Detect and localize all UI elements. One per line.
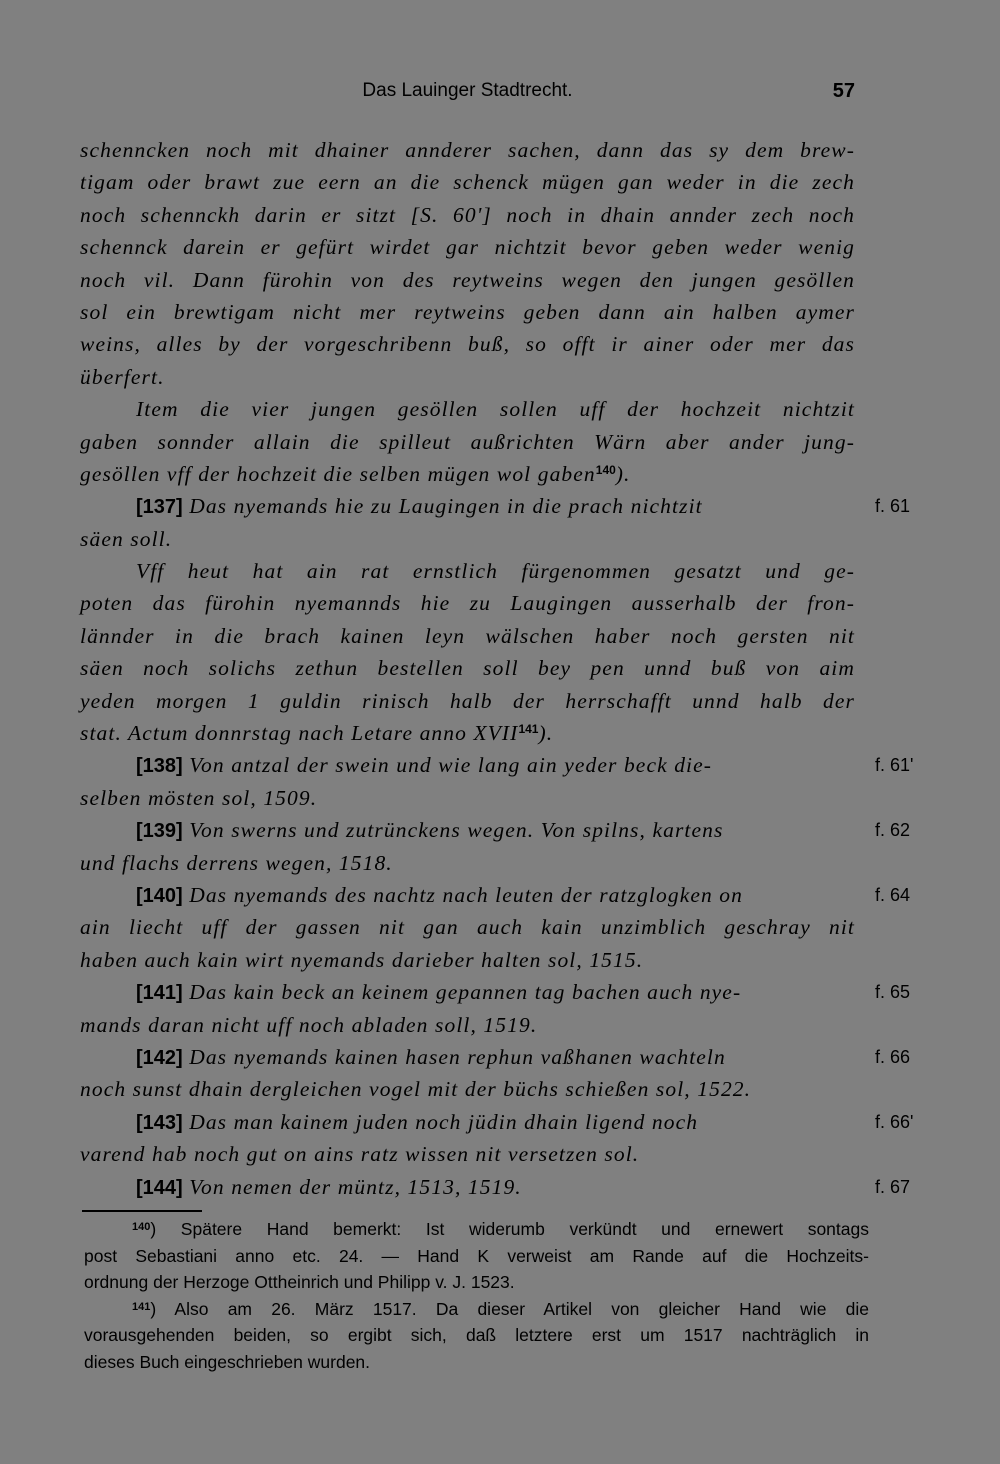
footnote-140 — [84, 1216, 869, 1243]
footnote-line: ordnung der Herzoge Ottheinrich und Philipp v. J. 1523. — [84, 1272, 515, 1292]
text-line: Item die vier jungen gesöllen sollen uff der hochzeit nichtzit — [136, 397, 855, 422]
line-text: ). — [538, 721, 554, 746]
folio-ref: f. 61 — [875, 496, 911, 517]
article-141-heading — [80, 976, 911, 1008]
text-line: poten das fürohin nyemannds hie zu Laugingen ausserhalb der fron- — [80, 591, 855, 616]
article-number: [139] — [136, 820, 183, 843]
article-144-heading — [80, 1171, 911, 1203]
text-line: selben mösten sol, 1509. — [80, 785, 318, 810]
text-line — [80, 717, 855, 749]
running-title: Das Lauinger Stadtrecht. — [362, 80, 573, 101]
article-137-heading — [80, 490, 911, 522]
article-143-heading — [80, 1106, 914, 1138]
article-number: [143] — [136, 1111, 183, 1134]
article-number: [141] — [136, 982, 183, 1005]
article-title: Von swerns und zutrünckens wegen. Von spilns, kartens — [189, 818, 724, 843]
article-number: [137] — [136, 496, 183, 519]
article-title: Von nemen der müntz, 1513, 1519. — [189, 1174, 522, 1199]
text-line — [80, 458, 855, 490]
folio-ref: f. 67 — [875, 1176, 911, 1197]
folio-ref: f. 64 — [875, 884, 911, 905]
footnote-line: post Sebastiani anno etc. 24. — Hand K verweist am Rande auf die Hochzeits- — [84, 1245, 869, 1266]
text-line: sol ein brewtigam nicht mer reytweins geben dann ain halben aymer — [80, 299, 855, 324]
text-line: schennck darein er gefürt wirdet gar nichtzit bevor geben weder wenig — [80, 235, 855, 260]
text-line: haben auch kain wirt nyemands darieber halten sol, 1515. — [80, 947, 644, 972]
article-138-heading — [80, 749, 914, 781]
article-title: Von antzal der swein und wie lang ain yeder beck die- — [189, 753, 713, 778]
article-number: [138] — [136, 755, 183, 778]
footnote-number: 141 — [132, 1300, 151, 1313]
page-number: 57 — [832, 80, 855, 102]
line-text: ). — [615, 461, 631, 486]
folio-ref: f. 65 — [875, 982, 911, 1003]
article-title: Das nyemands hie zu Laugingen in die prach nichtzit — [189, 494, 703, 519]
text-line: noch vil. Dann fürohin von des reytweins wegen den jungen gesöllen — [80, 267, 855, 292]
article-title: Das nyemands des nachtz nach leuten der ratzglogken on — [189, 882, 744, 907]
footnotes — [84, 1216, 869, 1375]
article-title: Das man kainem juden noch jüdin dhain ligend noch — [189, 1109, 699, 1134]
footnote-rule — [82, 1210, 202, 1212]
folio-ref: f. 61' — [875, 755, 914, 776]
text-line: lännder in die brach kainen leyn wälschen haber noch gersten nit — [80, 623, 855, 648]
footnote-ref-141: 141 — [518, 722, 539, 737]
text-line: gaben sonnder allain die spilleut außrichten Wärn aber ander jung- — [80, 429, 855, 454]
footnote-text: ) Also am 26. März 1517. Da dieser Artikel von gleicher Hand wie die — [150, 1298, 869, 1319]
text-line: schenncken noch mit dhainer annderer sachen, dann das sy dem brew- — [80, 138, 855, 162]
text-line: mands daran nicht uff noch abladen soll, 1519. — [80, 1012, 538, 1037]
footnote-number: 140 — [132, 1221, 151, 1233]
article-142-heading — [80, 1041, 911, 1073]
line-text: stat. Actum donnrstag nach Letare anno XVII — [80, 721, 519, 746]
footnote-line: dieses Buch eingeschrieben wurden. — [84, 1351, 371, 1372]
folio-ref: f. 66 — [875, 1046, 911, 1067]
text-line: überfert. — [80, 364, 165, 389]
text-line: und flachs derrens wegen, 1518. — [80, 850, 393, 875]
folio-ref: f. 62 — [875, 820, 911, 841]
article-title: Das kain beck an keinem gepannen tag bachen auch nye- — [189, 980, 742, 1005]
text-line: säen noch solichs zethun bestellen soll bey pen unnd buß von aim — [80, 656, 855, 681]
text-line: yeden morgen 1 guldin rinisch halb der herrschafft unnd halb der — [80, 688, 855, 713]
footnote-ref-140: 140 — [595, 462, 616, 477]
text-line: ain liecht uff der gassen nit gan auch kain unzimblich geschray nit — [80, 915, 855, 940]
main-text — [80, 134, 914, 1203]
text-line: varend hab noch gut on ains ratz wissen nit versetzen sol. — [80, 1142, 640, 1167]
article-number: [144] — [136, 1176, 183, 1199]
text-line: weins, alles by der vorgeschribenn buß, so offt ir ainer oder mer das — [80, 332, 855, 357]
text-line: noch sunst dhain dergleichen vogel mit der büchs schießen sol, 1522. — [80, 1077, 752, 1102]
line-text: gesöllen vff der hochzeit die selben mügen wol gaben — [80, 461, 596, 486]
article-139-heading — [80, 814, 911, 846]
article-number: [142] — [136, 1046, 183, 1069]
footnote-141 — [84, 1296, 869, 1323]
article-title: Das nyemands kainen hasen rephun vaßhanen wachteln — [189, 1044, 726, 1069]
footnote-text: ) Spätere Hand bemerkt: Ist widerumb verkündt und ernewert sontags — [150, 1219, 869, 1239]
text-line: tigam oder brawt zue eern an die schenck mügen gan weder in die zech — [80, 170, 855, 195]
text-line: Vff heut hat ain rat ernstlich fürgenommen gesatzt und ge- — [136, 559, 855, 584]
footnote-line: vorausgehenden beiden, so ergibt sich, daß letztere erst um 1517 nachträglich in — [84, 1325, 869, 1345]
article-number: [140] — [136, 884, 183, 907]
article-140-heading — [80, 879, 911, 911]
text-line: säen soll. — [80, 526, 173, 551]
folio-ref: f. 66' — [875, 1111, 914, 1132]
text-line: noch schennckh darin er sitzt [S. 60'] noch in dhain annder zech noch — [80, 202, 855, 227]
running-header — [80, 80, 855, 112]
